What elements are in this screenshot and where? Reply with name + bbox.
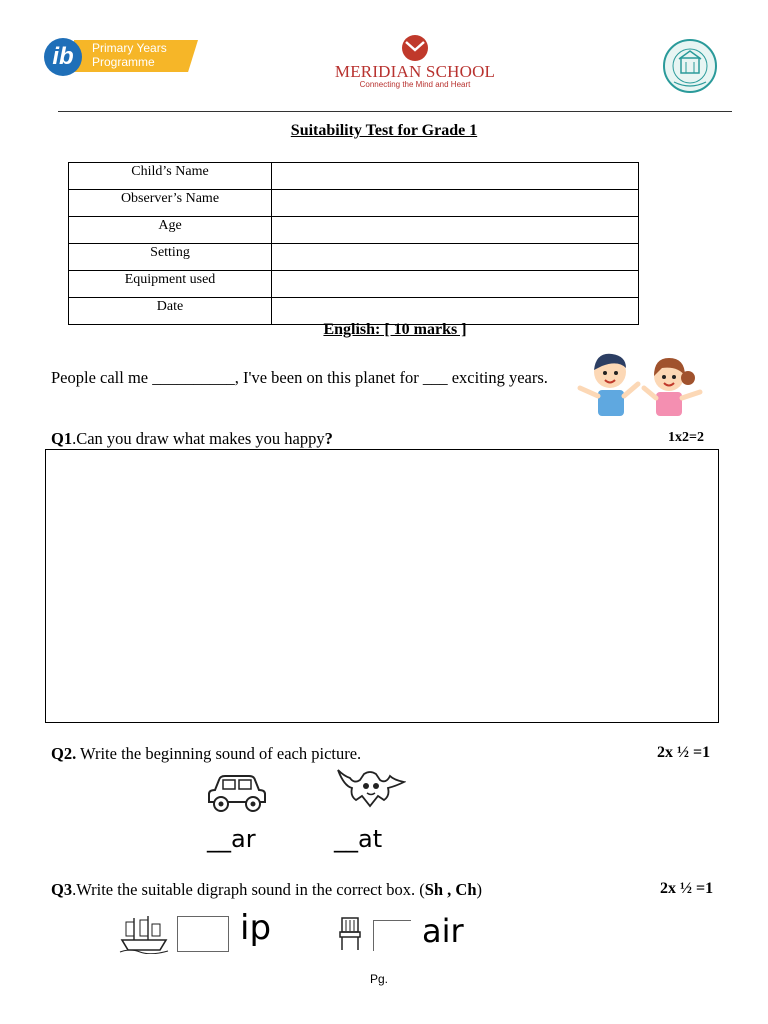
section-heading: English: [ 10 marks ]	[323, 321, 467, 338]
header-divider	[58, 111, 732, 112]
question-1	[51, 429, 333, 449]
ib-logo-text: Primary Years Programme	[92, 41, 167, 69]
children-waving-icon	[572, 348, 714, 420]
question-3	[51, 880, 482, 900]
school-name: MERIDIAN SCHOOL	[334, 62, 496, 81]
chair-icon	[338, 916, 362, 952]
cbse-seal-icon	[662, 38, 718, 94]
question-mark: ?	[324, 429, 333, 448]
row-value-field[interactable]	[272, 163, 639, 190]
car-icon	[205, 772, 269, 818]
row-value-field[interactable]	[272, 190, 639, 217]
table-row	[69, 271, 639, 298]
question-number: Q2.	[51, 744, 77, 763]
ib-logo-icon: ib	[44, 38, 82, 76]
ship-word: ip	[240, 908, 272, 948]
question-number: Q3	[51, 880, 73, 899]
digraph-options: Sh , Ch	[424, 880, 477, 899]
student-info-table	[68, 162, 639, 325]
row-label: Date	[69, 298, 272, 325]
row-label: Child’s Name	[69, 163, 272, 190]
question-text: .Can you draw what makes you happy	[72, 429, 325, 448]
question-text: Write the beginning sound of each picture.	[76, 744, 362, 763]
page-title: Suitability Test for Grade 1	[290, 122, 478, 139]
table-row	[69, 217, 639, 244]
meridian-school-logo	[320, 34, 510, 90]
drawing-area[interactable]	[45, 449, 719, 723]
table-row	[69, 244, 639, 271]
answer-box-chair[interactable]	[373, 920, 411, 951]
ship-icon	[118, 914, 170, 954]
table-row	[69, 190, 639, 217]
row-label: Age	[69, 217, 272, 244]
row-label: Setting	[69, 244, 272, 271]
row-value-field[interactable]	[272, 244, 639, 271]
question-text: .Write the suitable digraph sound in the correct box. (	[72, 880, 425, 899]
chair-word: air	[422, 912, 464, 950]
table-row	[69, 163, 639, 190]
q2-marks: 2x ½ =1	[657, 744, 711, 761]
row-value-field[interactable]	[272, 217, 639, 244]
q1-marks: 1x2=2	[668, 430, 704, 445]
question-number: Q1	[51, 429, 73, 448]
bat-word: __at	[334, 825, 383, 853]
question-2	[51, 744, 361, 764]
row-label: Observer’s Name	[69, 190, 272, 217]
school-tagline: Connecting the Mind and Heart	[359, 80, 471, 89]
q3-marks: 2x ½ =1	[660, 880, 714, 897]
ib-pyp-logo	[44, 36, 204, 78]
question-close-paren: )	[476, 880, 483, 899]
answer-box-ship[interactable]	[177, 916, 229, 952]
meridian-emblem-icon	[320, 34, 510, 64]
intro-sentence: People call me __________, I've been on this planet for ___ exciting years.	[51, 368, 548, 387]
row-value-field[interactable]	[272, 271, 639, 298]
page-number: Pg.	[370, 972, 389, 986]
row-label: Equipment used	[69, 271, 272, 298]
bat-icon	[334, 766, 406, 822]
car-word: __ar	[207, 825, 256, 853]
